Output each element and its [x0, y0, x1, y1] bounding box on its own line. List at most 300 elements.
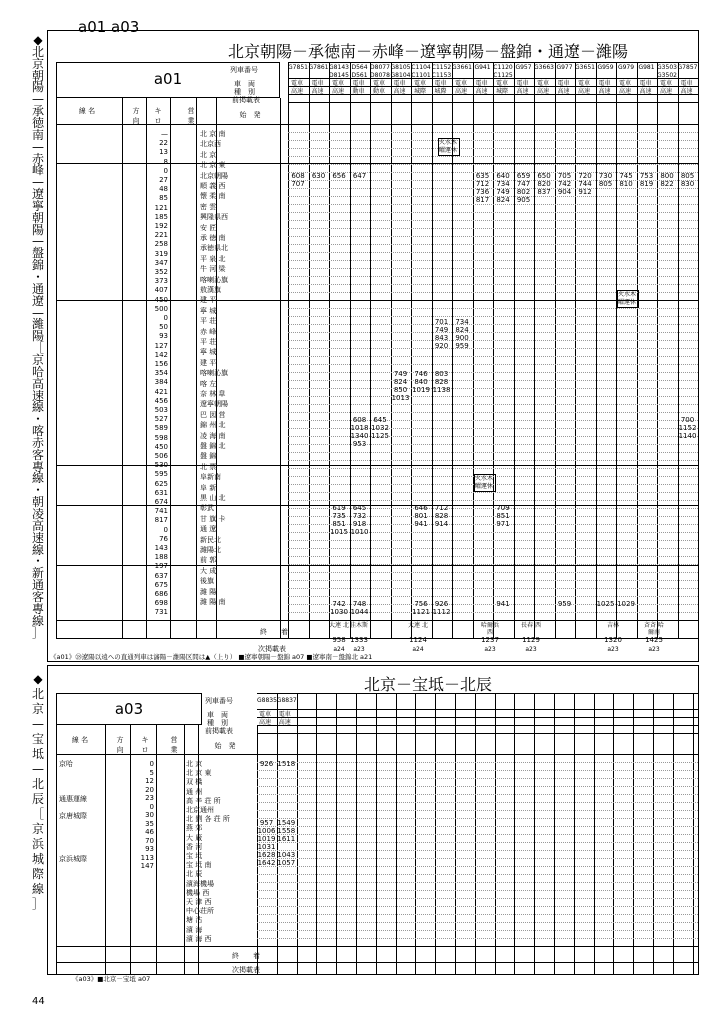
km-value: 156	[154, 360, 168, 368]
grid-line	[288, 356, 698, 357]
station-name: 興隆県西	[200, 213, 228, 222]
departure-time: 640	[496, 172, 510, 180]
station-name: 盤 錦	[200, 452, 217, 461]
grid-line	[257, 834, 698, 835]
table2-code: a03	[114, 700, 144, 718]
station-name: 彰武	[200, 504, 214, 513]
station-name: 濰陽北	[200, 546, 221, 554]
arrival-station: 大連 北	[408, 622, 428, 629]
km-value: 13	[159, 148, 168, 157]
grid-line	[257, 842, 698, 843]
km-value: 686	[154, 590, 168, 598]
departure-time: 748	[352, 600, 367, 608]
grid-line	[288, 220, 698, 221]
grid-line	[288, 340, 698, 341]
side-label-char: 南	[31, 127, 44, 142]
grid-line	[257, 794, 698, 795]
departure-time: 904	[557, 188, 572, 196]
table1-col-origin: 始 発	[239, 111, 261, 119]
train-number: G7851	[288, 64, 308, 71]
side-label-char: —	[32, 92, 44, 107]
departure-time: 1013	[391, 394, 410, 402]
side-label-char: 盤	[31, 246, 44, 261]
side-label-char: 線	[31, 882, 44, 896]
km-value: —	[161, 130, 168, 138]
km-value: 631	[154, 488, 168, 497]
departure-time: 1044	[350, 608, 369, 616]
grid-line	[288, 412, 698, 413]
grid-line	[196, 98, 197, 638]
train-class: 高速	[537, 88, 550, 95]
side-label-char: —	[32, 139, 44, 154]
grid-line	[257, 922, 698, 923]
arrival-time: 1333	[350, 636, 368, 644]
departure-time: 734	[455, 318, 469, 326]
table2-col-origin: 始 発	[214, 742, 236, 750]
table1-col-dir: 方 向	[132, 107, 140, 125]
grid-line	[288, 204, 698, 205]
side-label-char: 宝	[31, 732, 44, 746]
departure-time: 851	[496, 512, 510, 520]
grid-line	[105, 725, 106, 975]
departure-time: 1611	[277, 835, 296, 843]
side-label-char: ・	[31, 412, 44, 427]
km-value: 625	[154, 479, 168, 488]
station-name: 濱海機場	[186, 879, 214, 888]
departure-time: 801	[414, 512, 428, 520]
side-label-char: —	[32, 305, 44, 320]
arrival-station: 吉林	[606, 622, 619, 629]
table2-row-label-prev: 前掲載表	[205, 727, 233, 735]
grid-line	[288, 364, 698, 365]
km-value: 731	[154, 608, 168, 617]
km-value: 197	[154, 562, 168, 571]
km-value: 46	[145, 828, 154, 836]
grid-line	[288, 268, 698, 269]
grid-line	[288, 252, 698, 253]
side-label-char: 北	[31, 687, 44, 701]
arrival-time: 1237	[481, 636, 499, 644]
train-class: 高速	[680, 88, 693, 95]
table1-title: 北京朝陽－承徳南－赤峰－遼寧朝陽－盤錦・通遼－濰陽	[227, 42, 628, 61]
station-name: 濱 海	[186, 925, 203, 934]
train-class: 高速	[639, 88, 652, 95]
side-label-char: —	[32, 175, 44, 190]
departure-time: 747	[516, 180, 531, 188]
vehicle-type: 電車	[259, 711, 272, 718]
grid-line	[288, 388, 698, 389]
station-name: 平 荘	[200, 317, 217, 326]
grid-line	[288, 460, 698, 461]
side-label-char: 錦	[31, 258, 44, 273]
side-label-char: 朝	[31, 495, 44, 510]
station-name: 中心荘所	[186, 907, 214, 916]
km-value: 506	[154, 452, 168, 460]
km-value: 352	[154, 268, 168, 276]
departure-time: 730	[598, 172, 613, 180]
station-name: 前 郭	[200, 556, 217, 565]
departure-time: 1121	[412, 608, 430, 616]
grid-line	[257, 770, 698, 771]
train-number: G8105 G8104	[390, 64, 411, 79]
side-label-char: 徳	[31, 115, 44, 130]
station-name: 北京西	[200, 140, 221, 149]
departure-time: 830	[680, 180, 695, 188]
table1-row-label-vehicle: 車 両	[234, 80, 255, 88]
km-value: 0	[149, 760, 154, 768]
departure-time: 802	[516, 188, 531, 196]
station-name: 北京通州	[186, 806, 214, 814]
station-name: 盤 錦 北	[200, 442, 226, 450]
train-class: 高速	[475, 88, 488, 95]
station-name: 通 州	[186, 787, 203, 796]
grid-line	[184, 725, 185, 975]
grid-line	[257, 882, 698, 883]
station-name: 阜新南	[200, 473, 221, 482]
train-class: 高速	[598, 88, 611, 95]
grid-line	[288, 540, 698, 541]
station-name: 北 辰	[186, 870, 203, 879]
departure-time: 851	[332, 520, 346, 528]
station-name: 通 遼	[200, 525, 217, 534]
train-class: 高速	[332, 88, 345, 95]
grid-line	[288, 500, 698, 501]
km-value: 188	[154, 553, 168, 562]
station-name: 密 雲	[200, 202, 217, 211]
grid-line	[257, 866, 698, 867]
departure-time: 1010	[350, 528, 369, 536]
km-value: 675	[154, 580, 168, 589]
departure-time: 734	[496, 180, 510, 188]
departure-time: 805	[680, 172, 695, 180]
departure-time: 828	[434, 512, 449, 520]
station-name: 黒 山 北	[200, 494, 226, 502]
grid-line	[288, 308, 698, 309]
grid-line	[257, 733, 698, 734]
station-name: 喀 左	[200, 379, 217, 388]
side-label-char: ［	[31, 807, 44, 821]
km-value: 258	[154, 240, 168, 249]
vehicle-type: 電車	[578, 80, 591, 87]
grid-line	[288, 492, 698, 493]
side-label-char: 朝	[31, 210, 44, 225]
km-value: 347	[154, 258, 168, 267]
grid-line	[257, 914, 698, 915]
side-label-char: 遼	[31, 293, 44, 308]
grid-line	[288, 372, 698, 373]
station-name: 濰 陽 南	[200, 598, 226, 606]
departure-time: 756	[414, 600, 428, 608]
km-value: 5	[149, 768, 154, 777]
grid-line	[288, 348, 698, 349]
station-name: 大 成	[200, 566, 217, 575]
train-number: G957	[515, 64, 532, 71]
station-name: 喀喇沁旗	[200, 275, 228, 284]
departure-time: 912	[578, 188, 592, 196]
km-value: 113	[140, 853, 154, 862]
train-number: G8143 D8145	[329, 64, 349, 79]
train-class: 動車	[352, 88, 365, 95]
km-value: 698	[154, 599, 168, 608]
table2-code-box	[56, 693, 202, 725]
train-class: 高速	[557, 88, 570, 95]
station-name: 北 京 東	[186, 769, 212, 778]
departure-time: 744	[578, 180, 592, 188]
departure-time: 817	[475, 196, 490, 204]
train-number: G3663	[534, 64, 554, 71]
departure-time: 819	[639, 180, 654, 188]
departure-time: 645	[352, 504, 367, 512]
side-label-char: 承	[31, 104, 44, 119]
grid-line	[288, 236, 698, 237]
departure-time: 707	[291, 180, 305, 188]
grid-line	[288, 284, 698, 285]
departure-time: 1031	[257, 843, 276, 851]
km-value: 637	[154, 571, 168, 580]
km-value: 817	[154, 516, 168, 525]
departure-time: 749	[496, 188, 510, 196]
vehicle-type: 電車	[516, 80, 529, 87]
departure-time: 805	[598, 180, 613, 188]
table2-footer-next: 次掲載表	[232, 966, 260, 974]
next-table-code: a23	[648, 646, 660, 653]
departure-time: 712	[434, 504, 449, 512]
side-label-char: ］	[31, 897, 44, 911]
train-class: 高速	[393, 88, 406, 95]
train-class: 高速	[278, 719, 291, 726]
arrival-time: 958	[332, 636, 346, 644]
vehicle-type: 電車	[598, 80, 611, 87]
departure-time: 720	[578, 172, 592, 180]
station-name: 大 廠	[186, 833, 203, 842]
train-class: 高速	[455, 88, 468, 95]
side-label-char: 速	[31, 530, 44, 545]
side-label-char: 北	[31, 777, 44, 791]
km-value: 22	[159, 139, 168, 148]
train-number: G941	[474, 64, 491, 71]
departure-time: 800	[660, 172, 674, 180]
km-value: 741	[154, 507, 168, 516]
side-label-char: 哈	[31, 364, 44, 379]
side-label-char: 新	[31, 566, 44, 581]
departure-time: 712	[475, 180, 490, 188]
departure-time: 971	[496, 520, 510, 528]
station-name: 北京朝陽	[200, 171, 228, 180]
train-number: C1152 C1153	[431, 64, 452, 79]
grid-line	[288, 332, 698, 333]
line-name: 通惠運線	[59, 795, 87, 803]
train-class: 高速	[291, 88, 304, 95]
side-label-char: ］	[31, 625, 44, 640]
departure-time: 749	[434, 326, 449, 334]
side-label-char: 峰	[31, 163, 44, 178]
next-table-code: a23	[525, 646, 537, 653]
departure-time: 959	[557, 600, 572, 608]
side-label-char: ・	[31, 483, 44, 498]
next-table-code: a24	[412, 646, 424, 653]
arrival-station: 斉斉 哈爾南	[644, 622, 664, 636]
station-name: 凌 海 南	[200, 431, 226, 440]
side-label-char: —	[32, 234, 44, 249]
departure-time: 1642	[257, 859, 276, 867]
grid-line	[288, 580, 698, 581]
table2-col-line: 線 名	[71, 736, 89, 744]
departure-time: 959	[455, 342, 469, 350]
table1-col-km: キ ロ	[154, 107, 162, 125]
km-value: 598	[154, 433, 168, 442]
departure-time: 1030	[330, 608, 348, 616]
station-name: 機場 西	[186, 888, 210, 897]
side-label-char: —	[32, 717, 44, 731]
vehicle-type: 電車	[414, 80, 427, 87]
departure-time: 1140	[678, 432, 697, 440]
departure-time: 736	[475, 188, 490, 196]
km-value: 76	[159, 534, 168, 543]
vehicle-type: 電車	[660, 80, 673, 87]
grid-line	[288, 316, 698, 317]
page-number: 44	[32, 996, 45, 1007]
side-label-char: 城	[31, 852, 44, 866]
side-label-char: ・	[31, 554, 44, 569]
arrival-station: 哈爾浜西	[480, 622, 499, 636]
grid-line	[146, 98, 147, 638]
grid-line	[257, 938, 698, 939]
side-label-char: 專	[31, 459, 44, 474]
vehicle-type: 電車	[557, 80, 570, 87]
table2-row-label-class: 種 別	[207, 719, 228, 727]
side-label-char: 京	[31, 352, 44, 367]
departure-time: 659	[516, 172, 531, 180]
service-note: 火水木曜運休	[474, 474, 496, 492]
side-label-char: ［	[31, 341, 44, 356]
side-label-char: —	[32, 762, 44, 776]
grid-line	[288, 380, 698, 381]
grid-line	[288, 132, 698, 133]
side-label-char: ・	[31, 270, 44, 284]
vehicle-type: 電車	[455, 80, 468, 87]
km-value: 143	[154, 544, 168, 552]
station-name: 北 京	[200, 150, 217, 159]
grid-line	[698, 62, 699, 638]
grid-line	[288, 148, 698, 149]
grid-line	[288, 588, 698, 589]
vehicle-type: 電車	[496, 80, 509, 87]
departure-time: 1518	[277, 760, 296, 768]
grid-line	[56, 98, 57, 638]
grid-line	[257, 810, 698, 811]
grid-line	[56, 638, 698, 639]
km-value: 0	[163, 166, 168, 175]
departure-time: 647	[352, 172, 367, 180]
departure-time: 1006	[257, 827, 276, 835]
page-header: a01 a03	[78, 18, 140, 36]
grid-line	[288, 212, 698, 213]
table2-footer-arrival: 終 着	[232, 952, 260, 960]
train-class: 高速	[259, 719, 272, 726]
station-name: 塘 沽	[186, 916, 203, 925]
table1-col-line: 線 名	[78, 107, 96, 115]
station-name: 安 匠	[200, 223, 217, 232]
station-name: 敖漢旗	[200, 286, 221, 294]
station-name: 濰 陽	[200, 587, 217, 596]
departure-time: 701	[434, 318, 449, 326]
next-table-code: a23	[484, 646, 496, 653]
grid-line	[288, 556, 698, 557]
station-name: 北 京	[186, 760, 203, 768]
train-class: 動車	[373, 88, 386, 95]
km-value: 450	[154, 295, 168, 304]
departure-time: 1558	[277, 827, 296, 835]
grid-line	[257, 709, 698, 710]
grid-line	[288, 548, 698, 549]
next-table-code: a23	[353, 646, 365, 653]
grid-line	[156, 725, 157, 975]
departure-time: 824	[496, 196, 510, 204]
departure-time: 650	[537, 172, 551, 180]
grid-line	[130, 725, 131, 975]
departure-time: 840	[414, 378, 428, 386]
departure-time: 926	[434, 600, 449, 608]
arrival-time: 1124	[409, 636, 427, 644]
departure-time: 824	[393, 378, 408, 386]
km-value: 354	[154, 369, 168, 378]
km-value: 373	[154, 277, 168, 286]
departure-time: 1138	[432, 386, 451, 394]
departure-time: 746	[414, 370, 428, 378]
vehicle-type: 電車	[619, 80, 632, 87]
departure-time: 656	[332, 172, 346, 180]
side-label-char: 北	[31, 44, 44, 59]
departure-time: 1057	[277, 859, 296, 867]
departure-time: 1019	[257, 835, 276, 843]
arrival-time: 1320	[604, 636, 622, 644]
station-name: 承 徳 南	[200, 234, 226, 242]
departure-time: 1032	[371, 424, 389, 432]
grid-line	[257, 874, 698, 875]
table2-col-op: 営 業	[170, 736, 178, 754]
station-name: 順 義 西	[200, 182, 226, 190]
table2-row-label-vehicle: 車 両	[207, 711, 228, 719]
departure-time: 1125	[371, 432, 389, 440]
grid-line	[257, 826, 698, 827]
station-name: 新民北	[200, 535, 221, 544]
station-name: 後旗	[200, 577, 214, 586]
train-number: G979	[617, 64, 635, 71]
departure-time: 926	[259, 760, 274, 768]
grid-line	[257, 906, 698, 907]
side-label-char: 客	[31, 589, 44, 604]
train-number: C1120 C1125	[493, 64, 513, 79]
departure-time: 705	[557, 172, 572, 180]
train-number: G3651	[575, 64, 595, 71]
station-name: 宝 坻 南	[186, 861, 212, 870]
grid-line	[257, 898, 698, 899]
km-value: 0	[163, 314, 168, 322]
km-value: 595	[154, 470, 168, 479]
station-name: 錦 州 北	[200, 421, 226, 430]
table2-col-km: キ ロ	[141, 736, 149, 754]
station-name: 北 京 南	[200, 130, 226, 138]
grid-line	[288, 260, 698, 261]
km-value: 48	[159, 185, 168, 194]
arrival-station: 大連 北	[329, 622, 349, 629]
departure-time: 709	[496, 504, 510, 512]
side-label-char: 線	[31, 400, 44, 415]
station-name: 寧 城	[200, 306, 217, 315]
station-name: 天 津 西	[186, 898, 212, 906]
side-label-char: 濰	[31, 317, 44, 332]
departure-time: 824	[455, 326, 469, 334]
